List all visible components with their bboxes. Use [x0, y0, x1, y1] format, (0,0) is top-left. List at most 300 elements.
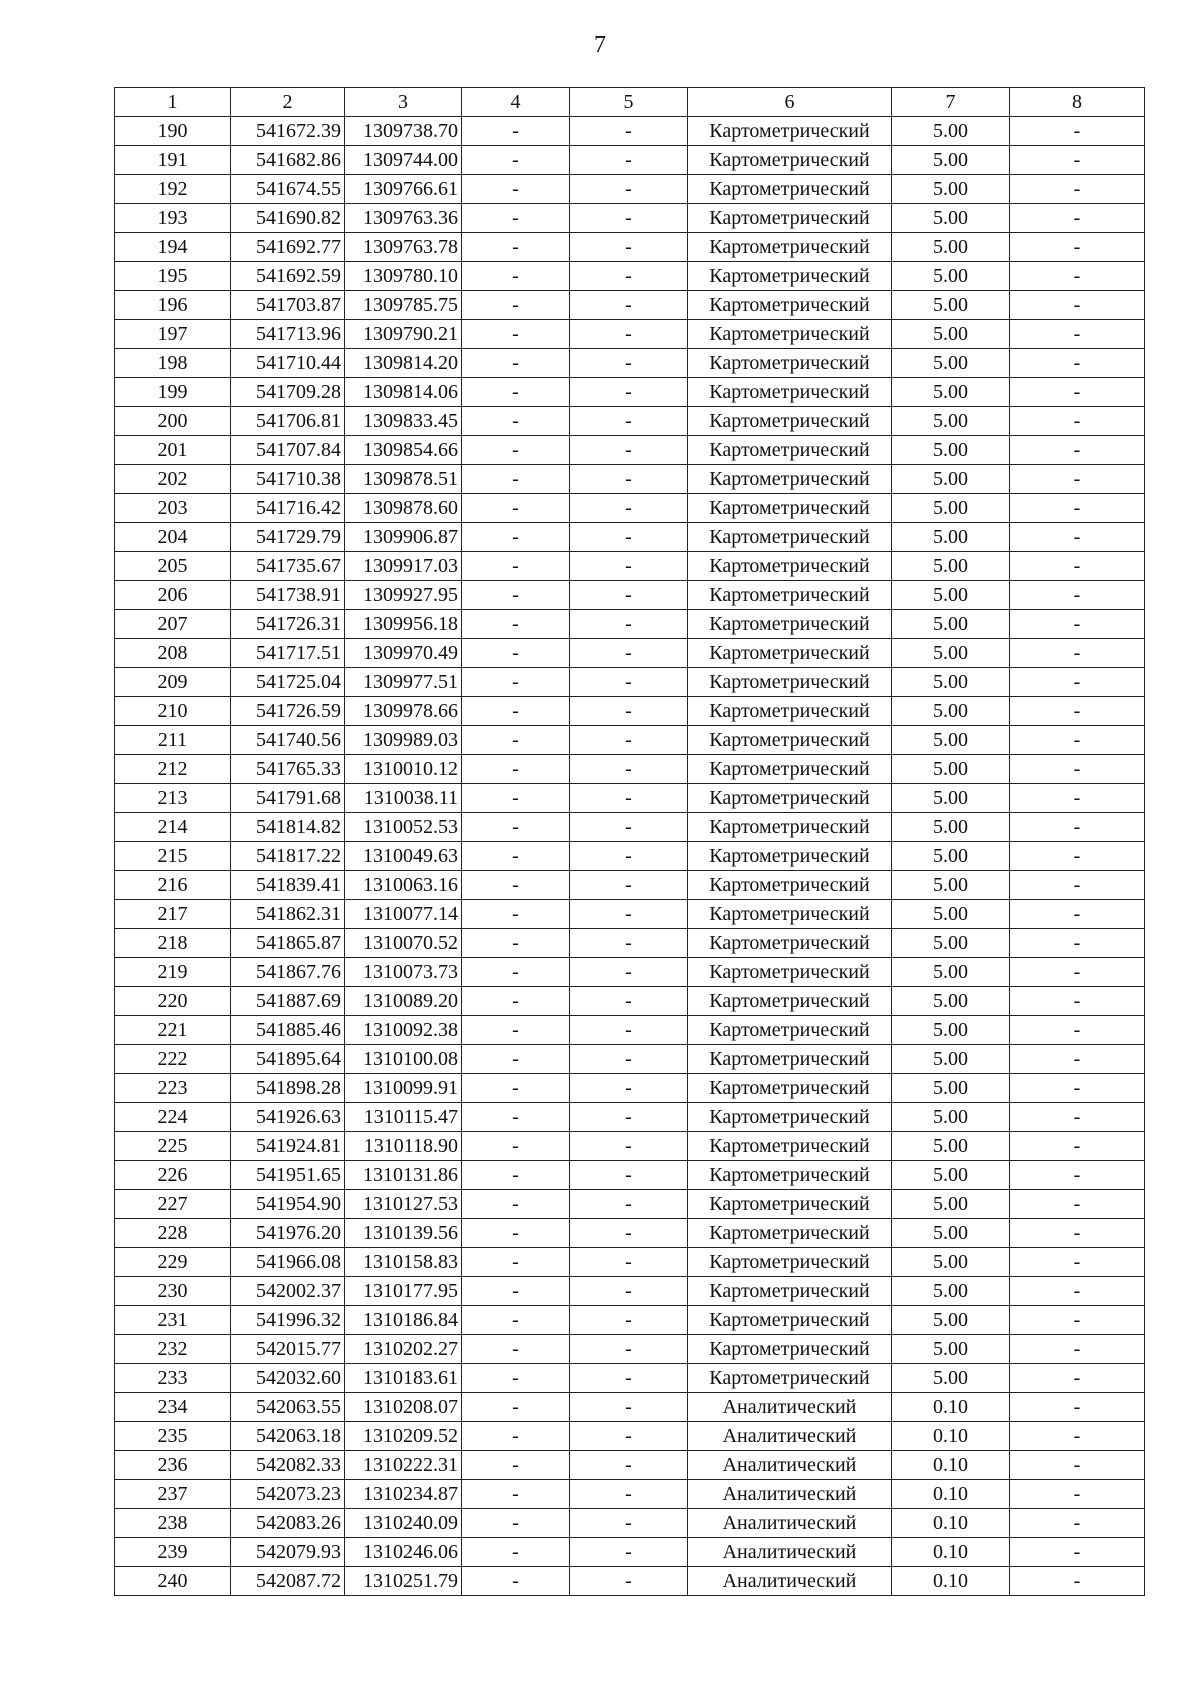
y-coordinate-cell: 1309906.87 [345, 523, 462, 552]
page-number: 7 [594, 32, 606, 58]
column-5-cell: - [570, 639, 688, 668]
x-coordinate-cell: 542087.72 [231, 1567, 345, 1596]
y-coordinate-cell: 1309814.20 [345, 349, 462, 378]
y-coordinate-cell: 1309927.95 [345, 581, 462, 610]
column-8-cell: - [1010, 117, 1145, 146]
column-8-cell: - [1010, 175, 1145, 204]
column-5-cell: - [570, 291, 688, 320]
column-8-cell: - [1010, 494, 1145, 523]
method-cell: Картометрический [688, 378, 892, 407]
table-row [115, 1045, 1145, 1074]
point-number-cell: 224 [115, 1103, 231, 1132]
point-number-cell: 200 [115, 407, 231, 436]
table-row [115, 784, 1145, 813]
column-header: 2 [231, 88, 345, 117]
y-coordinate-cell: 1309738.70 [345, 117, 462, 146]
point-number-cell: 231 [115, 1306, 231, 1335]
column-4-cell: - [462, 1161, 570, 1190]
column-4-cell: - [462, 1335, 570, 1364]
accuracy-cell: 5.00 [892, 1277, 1010, 1306]
method-cell: Картометрический [688, 842, 892, 871]
method-cell: Картометрический [688, 204, 892, 233]
method-cell: Картометрический [688, 262, 892, 291]
column-8-cell: - [1010, 639, 1145, 668]
column-4-cell: - [462, 291, 570, 320]
y-coordinate-cell: 1309854.66 [345, 436, 462, 465]
column-4-cell: - [462, 755, 570, 784]
column-header: 1 [115, 88, 231, 117]
table-row [115, 465, 1145, 494]
column-8-cell: - [1010, 146, 1145, 175]
method-cell: Картометрический [688, 1045, 892, 1074]
table-row [115, 1103, 1145, 1132]
column-4-cell: - [462, 784, 570, 813]
x-coordinate-cell: 541729.79 [231, 523, 345, 552]
table-row [115, 233, 1145, 262]
method-cell: Картометрический [688, 987, 892, 1016]
x-coordinate-cell: 541887.69 [231, 987, 345, 1016]
accuracy-cell: 5.00 [892, 610, 1010, 639]
x-coordinate-cell: 541791.68 [231, 784, 345, 813]
y-coordinate-cell: 1309766.61 [345, 175, 462, 204]
column-5-cell: - [570, 958, 688, 987]
column-5-cell: - [570, 407, 688, 436]
column-5-cell: - [570, 755, 688, 784]
point-number-cell: 238 [115, 1509, 231, 1538]
column-4-cell: - [462, 871, 570, 900]
accuracy-cell: 5.00 [892, 407, 1010, 436]
column-4-cell: - [462, 610, 570, 639]
method-cell: Картометрический [688, 1103, 892, 1132]
method-cell: Картометрический [688, 291, 892, 320]
y-coordinate-cell: 1310183.61 [345, 1364, 462, 1393]
accuracy-cell: 5.00 [892, 987, 1010, 1016]
point-number-cell: 223 [115, 1074, 231, 1103]
x-coordinate-cell: 541862.31 [231, 900, 345, 929]
y-coordinate-cell: 1310092.38 [345, 1016, 462, 1045]
point-number-cell: 233 [115, 1364, 231, 1393]
point-number-cell: 216 [115, 871, 231, 900]
method-cell: Картометрический [688, 900, 892, 929]
x-coordinate-cell: 542063.18 [231, 1422, 345, 1451]
point-number-cell: 205 [115, 552, 231, 581]
point-number-cell: 201 [115, 436, 231, 465]
column-8-cell: - [1010, 1422, 1145, 1451]
accuracy-cell: 5.00 [892, 900, 1010, 929]
table-row [115, 1451, 1145, 1480]
method-cell: Картометрический [688, 1248, 892, 1277]
column-5-cell: - [570, 1364, 688, 1393]
accuracy-cell: 5.00 [892, 813, 1010, 842]
table-row [115, 291, 1145, 320]
column-5-cell: - [570, 552, 688, 581]
point-number-cell: 190 [115, 117, 231, 146]
point-number-cell: 227 [115, 1190, 231, 1219]
column-8-cell: - [1010, 726, 1145, 755]
column-4-cell: - [462, 407, 570, 436]
y-coordinate-cell: 1310186.84 [345, 1306, 462, 1335]
y-coordinate-cell: 1309785.75 [345, 291, 462, 320]
column-5-cell: - [570, 813, 688, 842]
column-4-cell: - [462, 1480, 570, 1509]
column-5-cell: - [570, 1219, 688, 1248]
point-number-cell: 198 [115, 349, 231, 378]
column-4-cell: - [462, 958, 570, 987]
x-coordinate-cell: 542083.26 [231, 1509, 345, 1538]
table-row [115, 1335, 1145, 1364]
accuracy-cell: 5.00 [892, 349, 1010, 378]
y-coordinate-cell: 1310077.14 [345, 900, 462, 929]
y-coordinate-cell: 1310038.11 [345, 784, 462, 813]
column-5-cell: - [570, 436, 688, 465]
accuracy-cell: 5.00 [892, 581, 1010, 610]
accuracy-cell: 5.00 [892, 1161, 1010, 1190]
x-coordinate-cell: 541966.08 [231, 1248, 345, 1277]
table-row [115, 523, 1145, 552]
column-5-cell: - [570, 1132, 688, 1161]
y-coordinate-cell: 1310202.27 [345, 1335, 462, 1364]
method-cell: Аналитический [688, 1422, 892, 1451]
column-5-cell: - [570, 1248, 688, 1277]
method-cell: Картометрический [688, 1306, 892, 1335]
column-8-cell: - [1010, 1248, 1145, 1277]
method-cell: Аналитический [688, 1480, 892, 1509]
accuracy-cell: 5.00 [892, 1248, 1010, 1277]
column-5-cell: - [570, 494, 688, 523]
column-4-cell: - [462, 929, 570, 958]
x-coordinate-cell: 541726.31 [231, 610, 345, 639]
column-8-cell: - [1010, 320, 1145, 349]
column-4-cell: - [462, 900, 570, 929]
point-number-cell: 206 [115, 581, 231, 610]
table-row [115, 146, 1145, 175]
y-coordinate-cell: 1310127.53 [345, 1190, 462, 1219]
table-row [115, 929, 1145, 958]
accuracy-cell: 5.00 [892, 784, 1010, 813]
accuracy-cell: 5.00 [892, 465, 1010, 494]
column-8-cell: - [1010, 1335, 1145, 1364]
column-8-cell: - [1010, 1074, 1145, 1103]
column-8-cell: - [1010, 1509, 1145, 1538]
column-5-cell: - [570, 697, 688, 726]
column-5-cell: - [570, 1538, 688, 1567]
x-coordinate-cell: 541709.28 [231, 378, 345, 407]
y-coordinate-cell: 1309763.36 [345, 204, 462, 233]
point-number-cell: 193 [115, 204, 231, 233]
x-coordinate-cell: 542082.33 [231, 1451, 345, 1480]
accuracy-cell: 5.00 [892, 320, 1010, 349]
x-coordinate-cell: 541814.82 [231, 813, 345, 842]
x-coordinate-cell: 541674.55 [231, 175, 345, 204]
accuracy-cell: 5.00 [892, 1219, 1010, 1248]
column-4-cell: - [462, 146, 570, 175]
table-row [115, 726, 1145, 755]
x-coordinate-cell: 541716.42 [231, 494, 345, 523]
column-5-cell: - [570, 1422, 688, 1451]
accuracy-cell: 5.00 [892, 929, 1010, 958]
table-row [115, 1016, 1145, 1045]
table-row [115, 1567, 1145, 1596]
accuracy-cell: 5.00 [892, 117, 1010, 146]
method-cell: Картометрический [688, 581, 892, 610]
column-4-cell: - [462, 842, 570, 871]
y-coordinate-cell: 1310139.56 [345, 1219, 462, 1248]
column-8-cell: - [1010, 987, 1145, 1016]
x-coordinate-cell: 542073.23 [231, 1480, 345, 1509]
x-coordinate-cell: 541692.77 [231, 233, 345, 262]
x-coordinate-cell: 541951.65 [231, 1161, 345, 1190]
y-coordinate-cell: 1310131.86 [345, 1161, 462, 1190]
y-coordinate-cell: 1310251.79 [345, 1567, 462, 1596]
column-4-cell: - [462, 320, 570, 349]
x-coordinate-cell: 541839.41 [231, 871, 345, 900]
column-5-cell: - [570, 1509, 688, 1538]
column-4-cell: - [462, 1306, 570, 1335]
column-5-cell: - [570, 204, 688, 233]
table-row [115, 1509, 1145, 1538]
method-cell: Аналитический [688, 1567, 892, 1596]
column-5-cell: - [570, 1045, 688, 1074]
point-number-cell: 208 [115, 639, 231, 668]
accuracy-cell: 0.10 [892, 1480, 1010, 1509]
column-8-cell: - [1010, 1306, 1145, 1335]
column-4-cell: - [462, 1538, 570, 1567]
point-number-cell: 239 [115, 1538, 231, 1567]
column-4-cell: - [462, 1393, 570, 1422]
method-cell: Картометрический [688, 1190, 892, 1219]
y-coordinate-cell: 1310240.09 [345, 1509, 462, 1538]
x-coordinate-cell: 541706.81 [231, 407, 345, 436]
column-8-cell: - [1010, 1190, 1145, 1219]
table-row [115, 1132, 1145, 1161]
table-row [115, 407, 1145, 436]
point-number-cell: 229 [115, 1248, 231, 1277]
column-header: 5 [570, 88, 688, 117]
point-number-cell: 211 [115, 726, 231, 755]
column-header: 6 [688, 88, 892, 117]
method-cell: Картометрический [688, 639, 892, 668]
method-cell: Картометрический [688, 1016, 892, 1045]
table-row [115, 1538, 1145, 1567]
table-row [115, 610, 1145, 639]
column-4-cell: - [462, 1132, 570, 1161]
column-8-cell: - [1010, 262, 1145, 291]
accuracy-cell: 5.00 [892, 726, 1010, 755]
point-number-cell: 218 [115, 929, 231, 958]
column-header: 4 [462, 88, 570, 117]
accuracy-cell: 5.00 [892, 1132, 1010, 1161]
table-row [115, 117, 1145, 146]
column-5-cell: - [570, 668, 688, 697]
column-8-cell: - [1010, 958, 1145, 987]
column-8-cell: - [1010, 581, 1145, 610]
y-coordinate-cell: 1310118.90 [345, 1132, 462, 1161]
method-cell: Картометрический [688, 1074, 892, 1103]
x-coordinate-cell: 541738.91 [231, 581, 345, 610]
accuracy-cell: 5.00 [892, 1074, 1010, 1103]
column-4-cell: - [462, 523, 570, 552]
column-5-cell: - [570, 900, 688, 929]
column-8-cell: - [1010, 1132, 1145, 1161]
table-row [115, 175, 1145, 204]
point-number-cell: 235 [115, 1422, 231, 1451]
table-row [115, 668, 1145, 697]
y-coordinate-cell: 1310208.07 [345, 1393, 462, 1422]
column-5-cell: - [570, 262, 688, 291]
y-coordinate-cell: 1310222.31 [345, 1451, 462, 1480]
column-8-cell: - [1010, 291, 1145, 320]
accuracy-cell: 5.00 [892, 1103, 1010, 1132]
point-number-cell: 217 [115, 900, 231, 929]
point-number-cell: 225 [115, 1132, 231, 1161]
table-row [115, 204, 1145, 233]
method-cell: Картометрический [688, 465, 892, 494]
column-header: 8 [1010, 88, 1145, 117]
accuracy-cell: 5.00 [892, 1306, 1010, 1335]
accuracy-cell: 5.00 [892, 639, 1010, 668]
column-5-cell: - [570, 842, 688, 871]
x-coordinate-cell: 542032.60 [231, 1364, 345, 1393]
x-coordinate-cell: 541898.28 [231, 1074, 345, 1103]
method-cell: Аналитический [688, 1538, 892, 1567]
method-cell: Картометрический [688, 784, 892, 813]
column-5-cell: - [570, 610, 688, 639]
column-8-cell: - [1010, 1103, 1145, 1132]
method-cell: Картометрический [688, 175, 892, 204]
accuracy-cell: 0.10 [892, 1422, 1010, 1451]
column-8-cell: - [1010, 233, 1145, 262]
method-cell: Картометрический [688, 320, 892, 349]
point-number-cell: 210 [115, 697, 231, 726]
column-8-cell: - [1010, 668, 1145, 697]
x-coordinate-cell: 541703.87 [231, 291, 345, 320]
y-coordinate-cell: 1309917.03 [345, 552, 462, 581]
y-coordinate-cell: 1309763.78 [345, 233, 462, 262]
point-number-cell: 197 [115, 320, 231, 349]
accuracy-cell: 5.00 [892, 755, 1010, 784]
method-cell: Картометрический [688, 349, 892, 378]
table-row [115, 1190, 1145, 1219]
accuracy-cell: 0.10 [892, 1567, 1010, 1596]
column-5-cell: - [570, 320, 688, 349]
accuracy-cell: 5.00 [892, 494, 1010, 523]
table-row [115, 552, 1145, 581]
column-8-cell: - [1010, 1277, 1145, 1306]
accuracy-cell: 5.00 [892, 871, 1010, 900]
point-number-cell: 207 [115, 610, 231, 639]
column-8-cell: - [1010, 1451, 1145, 1480]
column-4-cell: - [462, 1045, 570, 1074]
method-cell: Картометрический [688, 668, 892, 697]
column-5-cell: - [570, 784, 688, 813]
accuracy-cell: 5.00 [892, 1335, 1010, 1364]
y-coordinate-cell: 1310099.91 [345, 1074, 462, 1103]
column-8-cell: - [1010, 1567, 1145, 1596]
x-coordinate-cell: 541690.82 [231, 204, 345, 233]
table-row [115, 900, 1145, 929]
accuracy-cell: 5.00 [892, 291, 1010, 320]
method-cell: Картометрический [688, 523, 892, 552]
table-row [115, 262, 1145, 291]
point-number-cell: 195 [115, 262, 231, 291]
x-coordinate-cell: 541682.86 [231, 146, 345, 175]
table-row [115, 581, 1145, 610]
x-coordinate-cell: 541710.38 [231, 465, 345, 494]
column-4-cell: - [462, 581, 570, 610]
method-cell: Картометрический [688, 871, 892, 900]
column-5-cell: - [570, 581, 688, 610]
table-row [115, 1161, 1145, 1190]
column-5-cell: - [570, 1016, 688, 1045]
y-coordinate-cell: 1310070.52 [345, 929, 462, 958]
table-row [115, 697, 1145, 726]
column-4-cell: - [462, 117, 570, 146]
column-4-cell: - [462, 1103, 570, 1132]
y-coordinate-cell: 1310049.63 [345, 842, 462, 871]
column-8-cell: - [1010, 1393, 1145, 1422]
table-row [115, 813, 1145, 842]
point-number-cell: 221 [115, 1016, 231, 1045]
column-8-cell: - [1010, 552, 1145, 581]
column-4-cell: - [462, 1422, 570, 1451]
column-4-cell: - [462, 175, 570, 204]
y-coordinate-cell: 1309814.06 [345, 378, 462, 407]
method-cell: Картометрический [688, 436, 892, 465]
table-row [115, 1480, 1145, 1509]
point-number-cell: 237 [115, 1480, 231, 1509]
method-cell: Картометрический [688, 813, 892, 842]
y-coordinate-cell: 1310234.87 [345, 1480, 462, 1509]
x-coordinate-cell: 541717.51 [231, 639, 345, 668]
method-cell: Картометрический [688, 1161, 892, 1190]
column-8-cell: - [1010, 523, 1145, 552]
column-8-cell: - [1010, 465, 1145, 494]
column-4-cell: - [462, 465, 570, 494]
column-5-cell: - [570, 1103, 688, 1132]
column-4-cell: - [462, 668, 570, 697]
accuracy-cell: 0.10 [892, 1393, 1010, 1422]
x-coordinate-cell: 541710.44 [231, 349, 345, 378]
point-number-cell: 219 [115, 958, 231, 987]
y-coordinate-cell: 1309977.51 [345, 668, 462, 697]
column-8-cell: - [1010, 871, 1145, 900]
y-coordinate-cell: 1310063.16 [345, 871, 462, 900]
table-row [115, 1277, 1145, 1306]
column-5-cell: - [570, 175, 688, 204]
point-number-cell: 232 [115, 1335, 231, 1364]
method-cell: Картометрический [688, 1335, 892, 1364]
column-4-cell: - [462, 813, 570, 842]
accuracy-cell: 5.00 [892, 378, 1010, 407]
x-coordinate-cell: 541885.46 [231, 1016, 345, 1045]
column-5-cell: - [570, 1567, 688, 1596]
table-row [115, 1074, 1145, 1103]
column-4-cell: - [462, 1364, 570, 1393]
x-coordinate-cell: 541692.59 [231, 262, 345, 291]
method-cell: Картометрический [688, 610, 892, 639]
column-4-cell: - [462, 1277, 570, 1306]
column-8-cell: - [1010, 378, 1145, 407]
y-coordinate-cell: 1309989.03 [345, 726, 462, 755]
point-number-cell: 202 [115, 465, 231, 494]
y-coordinate-cell: 1310073.73 [345, 958, 462, 987]
table-row [115, 958, 1145, 987]
point-number-cell: 199 [115, 378, 231, 407]
y-coordinate-cell: 1309780.10 [345, 262, 462, 291]
y-coordinate-cell: 1309878.60 [345, 494, 462, 523]
column-5-cell: - [570, 1161, 688, 1190]
column-4-cell: - [462, 1190, 570, 1219]
